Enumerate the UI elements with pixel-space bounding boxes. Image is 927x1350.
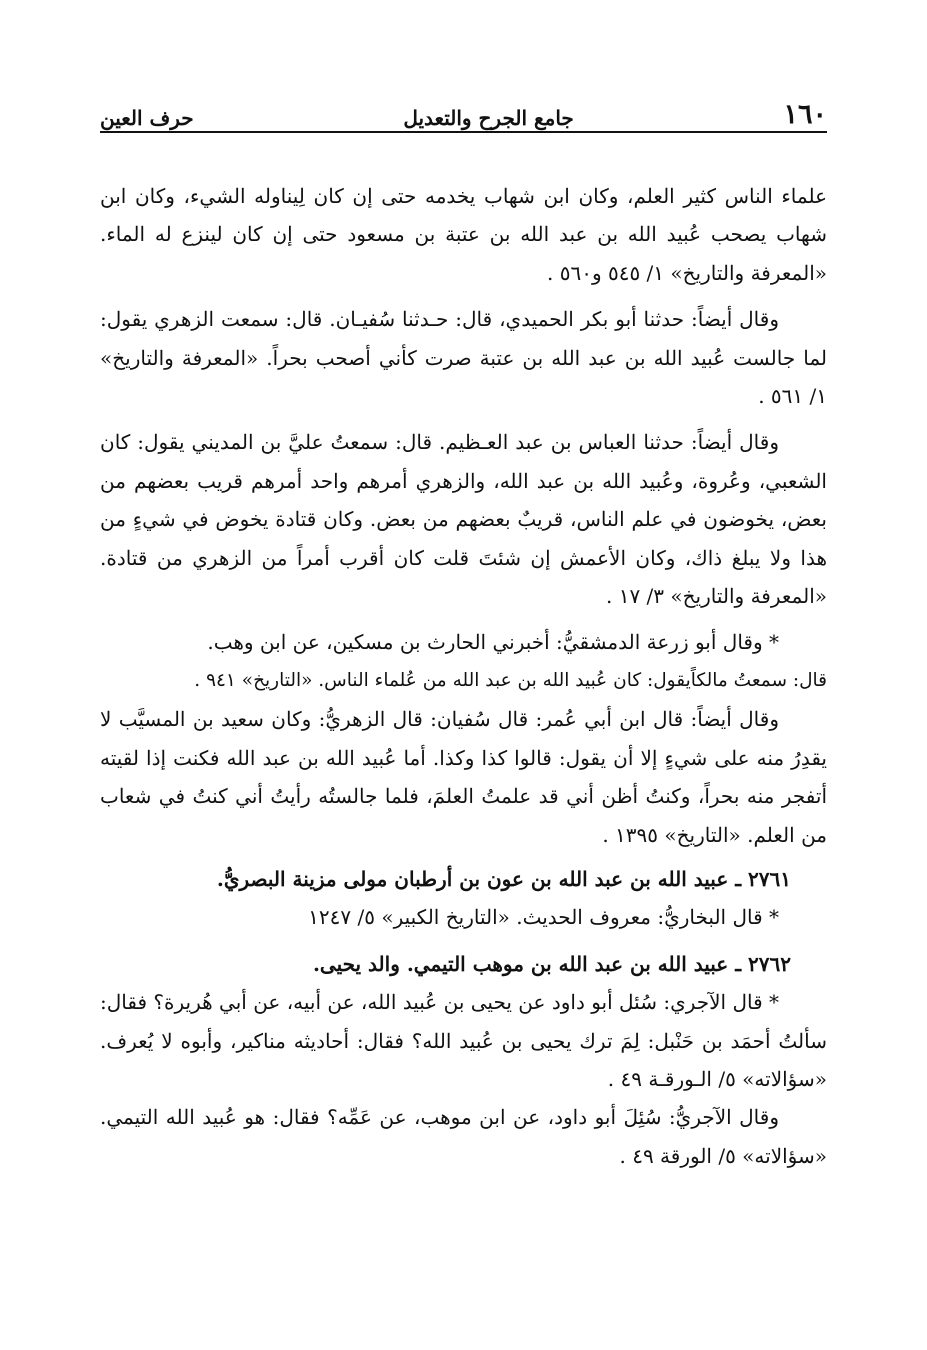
page-header (100, 92, 827, 130)
paragraph: * قال البخاريُّ: معروف الحديث. «التاريخ الكبير» ٥/ ١٢٤٧ (308, 905, 779, 930)
book-title: جامع الجرح والتعديل (403, 106, 574, 130)
paragraph: علماء الناس كثير العلم، وكان ابن شهاب يخدمه حتى إن كان لِيناوله الشيء، وكان ابن شهاب يصحب عُبيد الله بن عبد الله بن عتبة بن مسعود حتى إن كان لينزع له الماء. «المعرفة والتاريخ» ١/ ٥٤٥ و٥٦٠ . (100, 184, 827, 285)
paragraph: وقال أيضاً: حدثنا أبو بكر الحميدي، قال: حـدثنا سُفيـان. قال: سمعت الزهري يقول: لما جالست عُبيد الله بن عبد الله بن عتبة صرت كأني أصحب بحراً. «المعرفة والتاريخ» ١/ ٥٦١ . (100, 307, 827, 409)
paragraph: وقال أيضاً: قال ابن أبي عُمر: قال سُفيان: قال الزهريُّ: وكان سعيد بن المسيَّب لا يقدِرُ منه على شيءٍ إلا أن يقول: قالوا كذا وكذا. أما عُبيد الله بن عبد الله فكنت إذا لقيته أتفجر منه بحراً، وكنتُ أظن أني قد علمتُ العلمَ، فلما جالستُه رأيتُ أني كنتُ في شعاب من العلم. «التاريخ» ١٣٩٥ . (100, 707, 827, 847)
page-number: ١٦٠ (783, 99, 827, 130)
header-rule (100, 131, 827, 133)
entry-heading: ٢٧٦١ ـ عبيد الله بن عبد الله بن عون بن أرطبان مولى مزينة البصريُّ. (216, 866, 791, 891)
paragraph: وقال الآجريُّ: سُئِلَ أبو داود، عن ابن موهب، عن عَمِّه؟ فقال: هو عُبيد الله التيمي. «سؤالاته» ٥/ الورقة ٤٩ . (100, 1105, 827, 1168)
paragraph: * وقال أبو زرعة الدمشقيُّ: أخبرني الحارث بن مسكين، عن ابن وهب. (207, 630, 779, 655)
page-body (100, 177, 827, 1175)
section-title: حرف العين (100, 106, 194, 130)
paragraph: وقال أيضاً: حدثنا العباس بن عبد العـظيم. قال: سمعتُ عليَّ بن المديني يقول: كان الشعبي، وعُروة، وعُبيد الله بن عبد الله، والزهري أمرهم واحد أمرهم قريب بعضهم من بعض، يخوضون في علم الناس، قريبٌ بعضهم من بعض. وكان قتادة يخوض في شيءٍ من هذا ولا يبلغ ذاك، وكان الأعمش إن شئتَ قلت كان أقرب أمراً من الزهري من قتادة. «المعرفة والتاريخ» ٣/ ١٧ . (100, 430, 827, 609)
paragraph: * قال الآجري: سُئل أبو داود عن يحيى بن عُبيد الله، عن أبيه، عن أبي هُريرة؟ فقال: سألتُ أحمَد بن حَنْبل: لِمَ ترك يحيى بن عُبيد الله؟ فقال: أحاديثه مناكير، وأبوه لا يُعرف. «سؤالاته» ٥/ الـورقـة ٤٩ . (100, 990, 827, 1091)
entry-heading: ٢٧٦٢ ـ عبيد الله بن عبد الله بن موهب التيمي. والد يحيى. (312, 951, 791, 976)
paragraph: قال: سمعتُ مالكاًيقول: كان عُبيد الله بن عبد الله من عُلماء الناس. «التاريخ» ٩٤١ . (194, 669, 827, 691)
